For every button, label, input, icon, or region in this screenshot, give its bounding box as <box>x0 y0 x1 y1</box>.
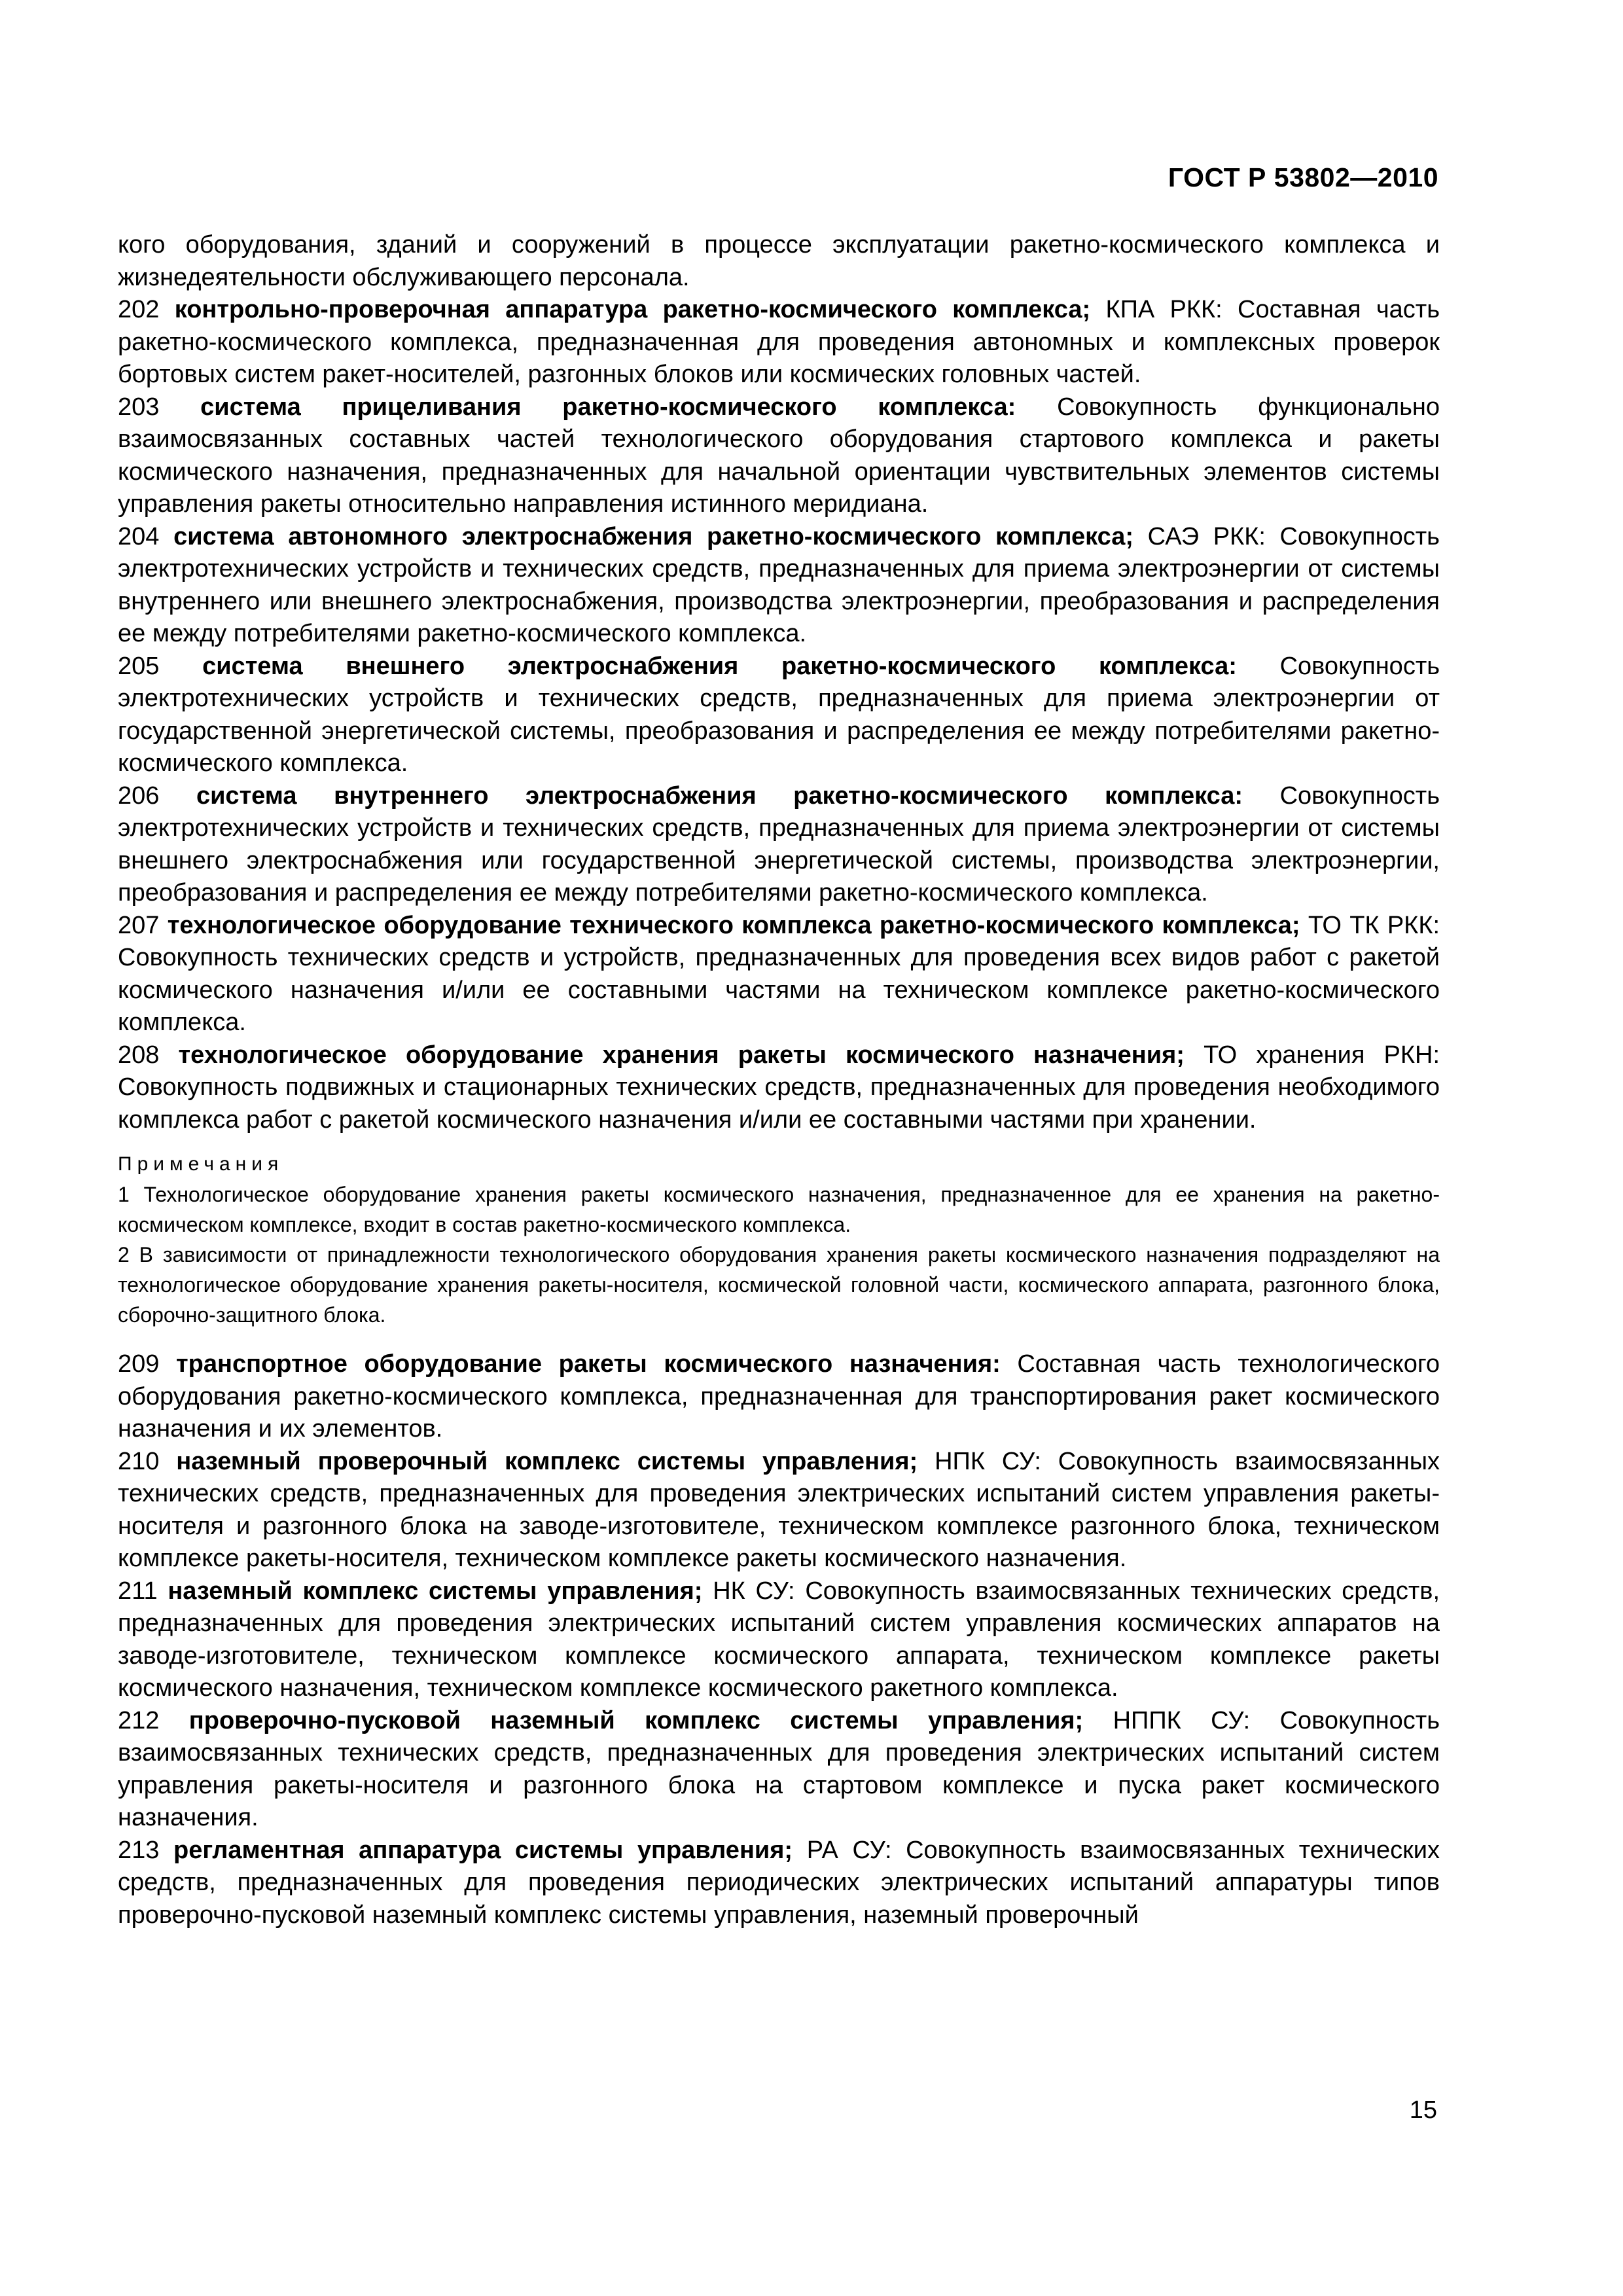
entry-term: наземный проверочный комплекс системы управления; <box>176 1447 918 1475</box>
notes-section <box>118 1149 1440 1330</box>
term-entry <box>118 1575 1440 1705</box>
entry-number: 208 <box>118 1041 160 1069</box>
entry-number: 206 <box>118 781 160 810</box>
term-entry <box>118 1835 1440 1932</box>
intro-paragraph: кого оборудования, зданий и сооружений в процессе эксплуатации ракетно-космического комплекса и жизнедеятельности обслуживающего персонала. <box>118 231 1440 291</box>
page-number: 15 <box>1409 2096 1437 2124</box>
entry-number: 211 <box>118 1577 158 1605</box>
entry-term: система прицеливания ракетно-космического комплекса: <box>200 393 1016 421</box>
note-item: 1 Технологическое оборудование хранения ракеты космического назначения, предназначенное для ее хранения на ракетно-космическом комплексе, входит в состав ракетно-космического комплекса. <box>118 1183 1440 1236</box>
entry-definition: Совокупность электротехнических устройств и технических средств, предназначенных для приема электроэнергии от государственной энергетической системы, преобразования и распределения ее между потребителями ракетно-космического комплекса. <box>118 652 1440 777</box>
term-entry <box>118 910 1440 1039</box>
term-entry <box>118 1348 1440 1446</box>
entry-term: контрольно-проверочная аппаратура ракетно-космического комплекса; <box>174 296 1091 323</box>
entry-number: 207 <box>118 911 160 939</box>
entry-number: 213 <box>118 1836 160 1864</box>
term-entry <box>118 651 1440 780</box>
entry-definition: Совокупность функционально взаимосвязанных составных частей технологического оборудования стартового комплекса и ракеты космического назначения, предназначенных для начальной ориентации чувствительных элементов системы управления ракеты относительно направления истинного меридиана. <box>118 393 1440 518</box>
entry-definition: НК СУ: Совокупность взаимосвязанных технических средств, предназначенных для проведения электрических испытаний систем управления космических аппаратов на заводе-изготовителе, техническом комплексе космического аппарата, техническом комплексе ракеты космического назначения, техническом комплексе космического ракетного комплекса. <box>118 1577 1440 1702</box>
note-item: 2 В зависимости от принадлежности технологического оборудования хранения ракеты космического назначения подразделяют на технологическое оборудование хранения ракеты-носителя, космической головной части, космического аппарата, разгонного блока, сборочно-защитного блока. <box>118 1243 1440 1327</box>
entry-term: система автономного электроснабжения ракетно-космического комплекса; <box>173 522 1133 550</box>
entry-term: технологическое оборудование хранения ракеты космического назначения; <box>178 1041 1185 1069</box>
entry-definition: Составная часть технологического оборудования ракетно-космического комплекса, предназначенная для транспортирования ракет космического назначения и их элементов. <box>118 1350 1440 1443</box>
entry-term: технологическое оборудование технического комплекса ракетно-космического комплекса; <box>167 911 1300 939</box>
entry-definition: ТО ТК РКК: Совокупность технических средств и устройств, предназначенных для проведения всех видов работ с ракетой космического назначения и/или ее составными частями на техническом комплексе ракетно-космического комплекса. <box>118 911 1440 1036</box>
entry-definition: НППК СУ: Совокупность взаимосвязанных технических средств, предназначенных для проведения электрических испытаний систем управления ракеты-носителя и разгонного блока на стартовом комплексе и пуска ракет космического назначения. <box>118 1706 1440 1831</box>
entry-number: 202 <box>118 296 160 323</box>
entry-term: транспортное оборудование ракеты космического назначения: <box>176 1350 1001 1378</box>
term-entry <box>118 391 1440 521</box>
entry-term: система внутреннего электроснабжения ракетно-космического комплекса: <box>196 781 1243 810</box>
entry-definition: САЭ РКК: Совокупность электротехнических устройств и технических средств, предназначенных для приема электроэнергии от системы внутреннего или внешнего электроснабжения, производства электроэнергии, преобразования и распределения ее между потребителями ракетно-космического комплекса. <box>118 522 1440 647</box>
entry-number: 209 <box>118 1350 160 1378</box>
term-entry <box>118 1039 1440 1137</box>
term-entry <box>118 780 1440 910</box>
entry-term: регламентная аппаратура системы управления; <box>173 1836 793 1864</box>
entries-group-b <box>118 1348 1440 1931</box>
entries-group-a <box>118 294 1440 1136</box>
entry-number: 203 <box>118 393 160 421</box>
entry-definition: Совокупность электротехнических устройств и технических средств, предназначенных для приема электроэнергии от системы внешнего электроснабжения или государственной энергетической системы, производства электроэнергии, преобразования и распределения ее между потребителями ракетно-космического комплекса. <box>118 781 1440 906</box>
term-entry <box>118 294 1440 391</box>
term-entry <box>118 1705 1440 1835</box>
term-entry <box>118 1446 1440 1575</box>
term-entry <box>118 521 1440 651</box>
entry-definition: НПК СУ: Совокупность взаимосвязанных технических средств, предназначенных для проведения электрических испытаний систем управления ракеты-носителя и разгонного блока на заводе-изготовителе, техническом комплексе разгонного блока, техническом комплексе ракеты-носителя, техническом комплексе ракеты космического назначения. <box>118 1447 1440 1572</box>
entry-number: 204 <box>118 522 160 550</box>
document-body <box>118 229 1440 1931</box>
entry-term: проверочно-пусковой наземный комплекс системы управления; <box>188 1706 1084 1734</box>
entry-term: наземный комплекс системы управления; <box>168 1577 703 1605</box>
entry-number: 212 <box>118 1706 160 1734</box>
entry-number: 210 <box>118 1447 160 1475</box>
entry-definition: ТО хранения РКН: Совокупность подвижных и стационарных технических средств, предназначенных для проведения необходимого комплекса работ с ракетой космического назначения и/или ее составными частями при хранении. <box>118 1041 1440 1134</box>
entry-term: система внешнего электроснабжения ракетно-космического комплекса: <box>202 652 1237 680</box>
entry-definition: РА СУ: Совокупность взаимосвязанных технических средств, предназначенных для проведения периодических электрических испытаний аппаратуры типов проверочно-пусковой наземный комплекс системы управления, наземный проверочный <box>118 1836 1440 1929</box>
entry-definition: КПА РКК: Составная часть ракетно-космического комплекса, предназначенная для проведения автономных и комплексных проверок бортовых систем ракет-носителей, разгонных блоков или космических головных частей. <box>118 296 1440 388</box>
document-header: ГОСТ Р 53802—2010 <box>1168 162 1438 192</box>
entry-number: 205 <box>118 652 160 680</box>
notes-title: Примечания <box>118 1153 284 1175</box>
